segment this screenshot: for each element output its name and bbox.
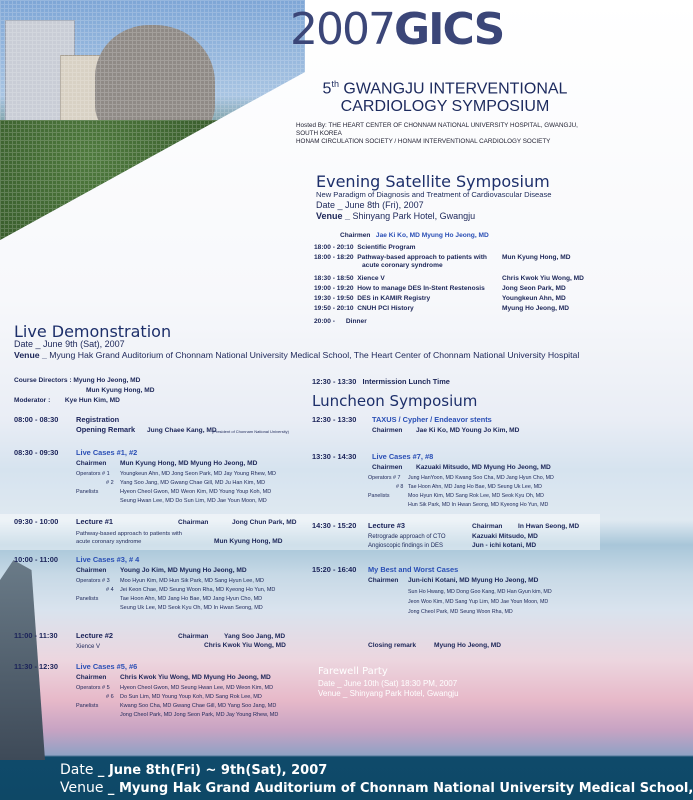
session-live-5-6: 11:30 - 12:30 Live Cases #5, #6 Chairmen Chris Kwok Yiu Wong, MD Myung Ho Jeong, MD Operators # 5 Hyeon Cheol Gwon, MD Seung Hwan Lee, MD Weon Kim, MD # 6 Do Sun Lim, MD Young Youp Koh, MD Sang Rok Lee, MD Panelists Kwang Soo Cha, MD Gwang Chae Gill, MD Yang Soo Jang, MD Jong Cheol Park, MD Jong Seon Park, MD Jay Young Rhew, MD [14, 662, 279, 718]
course-directors: Course Directors : Myung Ho Jeong, MD [14, 377, 141, 384]
course-directors-2: Mun Kyung Hong, MD [86, 387, 155, 394]
evening-title: Evening Satellite Symposium [316, 172, 550, 191]
evening-row: 19:30 - 19:50 DES in KAMIR Registry Youngkeun Ahn, MD [314, 295, 566, 302]
evening-row: 18:00 - 18:20 Pathway-based approach to patients with Mun Kyung Hong, MD acute coronary syndrome [314, 254, 571, 270]
session-lecture-3: 14:30 - 15:20 Lecture #3 Chairman In Hwan Seong, MD Retrograde approach of CTO Kazuaki Mitsudo, MD Angioscopic findings in DES Jun - ichi kotani, MD [312, 521, 580, 549]
logo-title: 2007GICS [290, 4, 504, 55]
moderator: Moderator : Kye Hun Kim, MD [14, 397, 120, 404]
luncheon-title: Luncheon Symposium [312, 392, 478, 410]
session-best-worst: 15:20 - 16:40 My Best and Worst Cases Chairmen Jun-ichi Kotani, MD Myung Ho Jeong, MD Sun Ho Hwang, MD Dong Goo Kang, MD Han Gyun kim, MD Jeon Woo Kim, MD Sang Yup Lim, MD Jae Youn Moon, MD Jong Cheol Park, MD Seung Woon Rha, MD [312, 565, 552, 615]
session-live-7-8: 13:30 - 14:30 Live Cases #7, #8 Chairmen Kazuaki Mitsudo, MD Myung Ho Jeong, MD Operators # 7 Jung HanYoon, MD Kwang Soo Cha, MD Jang Hyun Cho, MD # 8 Tae Hoon Ahn, MD Jang Ho Bae, MD Seung Uk Lee, MD Panelists Moo Hyun Kim, MD Sang Rok Lee, MD Seok Kyu Oh, MD Hun Sik Park, MD In Hwan Seong, MD Kyeong Ho Yun, MD [312, 452, 554, 508]
hosted-by: Hosted By: THE HEART CENTER OF CHONNAM NATIONAL UNIVERSITY HOSPITAL, GWANGJU, SOUTH KOREA HONAM CIRCULATION SOCIETY / HONAM INTERVENTIONAL CARDIOLOGY SOCIETY [296, 122, 578, 145]
evening-chairmen: Chairmen Jae Ki Ko, MD Myung Ho Jeong, MD [340, 232, 489, 239]
evening-venue: Venue _ Shinyang Park Hotel, Gwangju [316, 211, 476, 221]
farewell-date: Date _ June 10th (Sat) 18:30 PM, 2007 [318, 679, 458, 688]
farewell-title: Farewell Party [318, 666, 388, 677]
session-registration: 08:00 - 08:30 Registration Opening Remark Jung Chaee Kang, MD (President of Chonnam National University) [14, 415, 289, 434]
intermission: 12:30 - 13:30 Intermission Lunch Time [312, 377, 450, 386]
live-date: Date _ June 9th (Sat), 2007 [14, 339, 125, 349]
footer-venue: Venue _ Myung Hak Grand Auditorium of Chonnam National University Medical School, [60, 780, 693, 796]
campus-photo [0, 0, 305, 240]
evening-row: 18:30 - 18:50 Xience V Chris Kwok Yiu Wong, MD [314, 275, 584, 282]
session-lecture-1: 09:30 - 10:00 Lecture #1 Chairman Jong Chun Park, MD Pathway-based approach to patients with acute coronary syndrome Mun Kyung Hong, MD [14, 517, 297, 545]
closing-remark: Closing remark Myung Ho Jeong, MD [368, 642, 502, 649]
evening-row: 18:00 - 20:10 Scientific Program [314, 244, 416, 251]
footer-date: Date _ June 8th(Fri) ~ 9th(Sat), 2007 [60, 762, 328, 778]
evening-row: 20:00 - Dinner [314, 318, 367, 325]
symposium-title: 5th GWANGJU INTERVENTIONAL CARDIOLOGY SYMPOSIUM [322, 79, 568, 116]
live-venue: Venue _ Myung Hak Grand Auditorium of Chonnam National University Medical School, The Heart Center of Chonnam National University Hospital [14, 350, 580, 360]
evening-row: 19:00 - 19:20 How to manage DES In-Stent Restenosis Jong Seon Park, MD [314, 285, 566, 292]
silhouette-figure [0, 560, 45, 760]
evening-subtitle: New Paradigm of Diagnosis and Treatment of Cardiovascular Disease [316, 190, 552, 199]
session-live-3-4: 10:00 - 11:00 Live Cases #3, # 4 Chairmen Young Jo Kim, MD Myung Ho Jeong, MD Operators # 3 Moo Hyun Kim, MD Hun Sik Park, MD Sang Hyun Lee, MD # 4 Jei Keon Chae, MD Seung Woon Rha, MD Kyeong Ho Yun, MD Panelists Tae Hoon Ahn, MD Jang Ho Bae, MD Jang Hyun Cho, MD Seung Uk Lee, MD Seok Kyu Oh, MD In Hwan Seong, MD [14, 555, 276, 611]
evening-row: 19:50 - 20:10 CNUH PCI History Myung Ho Jeong, MD [314, 305, 570, 312]
evening-date: Date _ June 8th (Fri), 2007 [316, 200, 424, 210]
session-luncheon: 12:30 - 13:30 TAXUS / Cypher / Endeavor stents Chairmen Jae Ki Ko, MD Young Jo Kim, MD [312, 415, 520, 434]
session-lecture-2: 11:00 - 11:30 Lecture #2 Chairman Yang Soo Jang, MD Xience V Chris Kwok Yiu Wong, MD [14, 631, 286, 650]
session-live-1-2: 08:30 - 09:30 Live Cases #1, #2 Chairmen Mun Kyung Hong, MD Myung Ho Jeong, MD Operators # 1 Youngkeun Ahn, MD Jong Seon Park, MD Jay Young Rhew, MD # 2 Yang Soo Jang, MD Gwang Chae Gill, MD Ju Han Kim, MD Panelists Hyeon Cheol Gwon, MD Weon Kim, MD Young Youp Koh, MD Seung Hwan Lee, MD Do Sun Lim, MD Jae Youn Moon, MD [14, 448, 277, 504]
farewell-venue: Venue _ Shinyang Park Hotel, Gwangju [318, 689, 459, 698]
live-title: Live Demonstration [14, 322, 172, 341]
